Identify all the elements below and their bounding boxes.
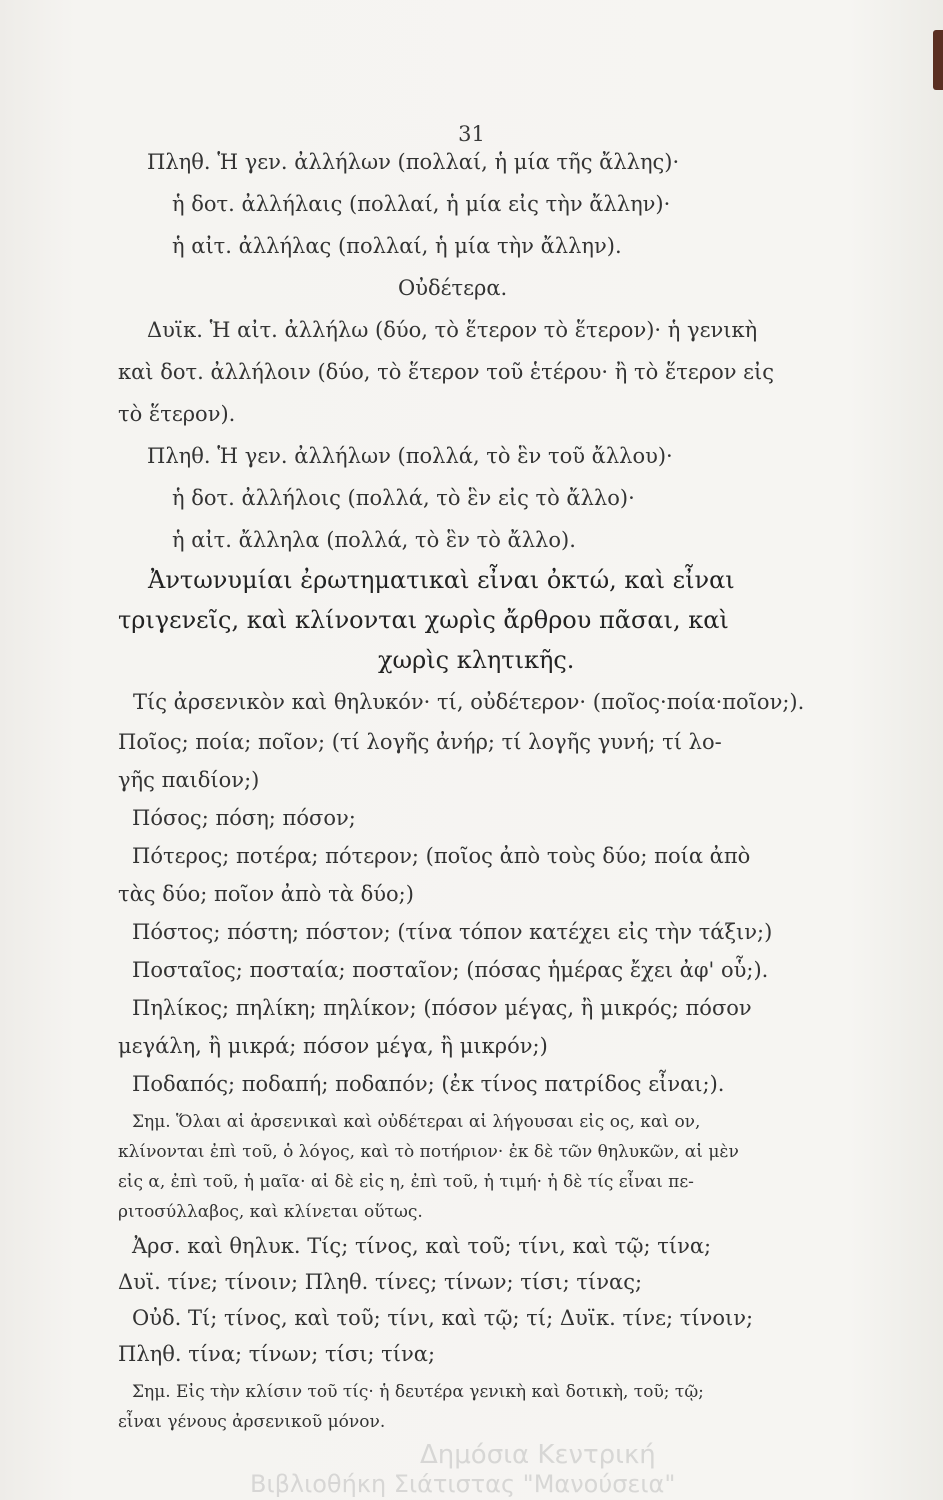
text-line: Πότερος; ποτέρα; πότερον; (ποῖος ἀπὸ τοὺς δύο; ποία ἀπὸ — [132, 844, 751, 868]
text-line: καὶ δοτ. ἀλλήλοιν (δύο, τὸ ἕτερον τοῦ ἑτέρου· ἢ τὸ ἕτερον εἰς — [118, 360, 775, 384]
text-line: τὸ ἕτερον). — [118, 402, 236, 426]
page-edge-mark — [933, 30, 943, 90]
text-line: Δυϊ. τίνε; τίνοιν; Πληθ. τίνες; τίνων; τίσι; τίνας; — [118, 1270, 643, 1294]
note-line: εἰς α, ἐπὶ τοῦ, ἡ μαῖα· αἱ δὲ εἰς η, ἐπὶ τοῦ, ἡ τιμή· ἡ δὲ τίς εἶναι πε- — [118, 1172, 694, 1192]
text-line: Οὐδέτερα. — [398, 276, 508, 300]
library-watermark-line-2: Βιβλιοθήκη Σιάτιστας "Μανούσεια" — [250, 1470, 676, 1498]
text-line: ἡ αἰτ. ἀλλήλας (πολλαί, ἡ μία τὴν ἄλλην). — [172, 234, 622, 258]
text-line: Πόστος; πόστη; πόστον; (τίνα τόπον κατέχει εἰς τὴν τάξιν;) — [132, 920, 773, 944]
text-line: Ποσταῖος; ποσταία; ποσταῖον; (πόσας ἡμέρας ἔχει ἀφ' οὗ;). — [132, 958, 769, 982]
text-line: ἡ δοτ. ἀλλήλαις (πολλαί, ἡ μία εἰς τὴν ἄλλην)· — [172, 192, 671, 216]
text-line: ἡ αἰτ. ἄλληλα (πολλά, τὸ ἓν τὸ ἄλλο). — [172, 528, 576, 552]
library-watermark-line-1: Δημόσια Κεντρική — [420, 1440, 656, 1470]
text-line: Πόσος; πόση; πόσον; — [132, 806, 356, 830]
note-line: ριτοσύλλαβος, καὶ κλίνεται οὕτως. — [118, 1202, 423, 1222]
note-line: εἶναι γένους ἀρσενικοῦ μόνον. — [118, 1412, 386, 1432]
text-line: τὰς δύο; ποῖον ἀπὸ τὰ δύο;) — [118, 882, 414, 906]
section-heading-line: τριγενεῖς, καὶ κλίνονται χωρὶς ἄρθρου πᾶσαι, καὶ — [118, 606, 729, 634]
note-line: Σημ. Ὅλαι αἱ ἀρσενικαὶ καὶ οὐδέτεραι αἱ λήγουσαι εἰς ος, καὶ ον, — [132, 1112, 701, 1132]
text-line: Ποδαπός; ποδαπή; ποδαπόν; (ἐκ τίνος πατρίδος εἶναι;). — [132, 1072, 725, 1096]
note-line: Σημ. Εἰς τὴν κλίσιν τοῦ τίς· ἡ δευτέρα γενικὴ καὶ δοτικὴ, τοῦ; τῷ; — [132, 1382, 704, 1402]
page-number: 31 — [458, 122, 485, 146]
text-line: Τίς ἀρσενικὸν καὶ θηλυκόν· τί, οὐδέτερον· (ποῖος·ποία·ποῖον;). — [133, 690, 805, 714]
section-heading-line: Ἀντωνυμίαι ἐρωτηματικαὶ εἶναι ὀκτώ, καὶ εἶναι — [148, 566, 735, 594]
text-line: Πηλίκος; πηλίκη; πηλίκον; (πόσον μέγας, ἢ μικρός; πόσον — [132, 996, 752, 1020]
text-line: Οὐδ. Τί; τίνος, καὶ τοῦ; τίνι, καὶ τῷ; τί; Δυϊκ. τίνε; τίνοιν; — [132, 1306, 754, 1330]
text-line: Ἀρσ. καὶ θηλυκ. Τίς; τίνος, καὶ τοῦ; τίνι, καὶ τῷ; τίνα; — [132, 1234, 712, 1258]
note-line: κλίνονται ἐπὶ τοῦ, ὁ λόγος, καὶ τὸ ποτήριον· ἐκ δὲ τῶν θηλυκῶν, αἱ μὲν — [118, 1142, 739, 1162]
text-line: ἡ δοτ. ἀλλήλοις (πολλά, τὸ ἓν εἰς τὸ ἄλλο)· — [172, 486, 635, 510]
section-heading-line: χωρὶς κλητικῆς. — [378, 646, 575, 674]
text-line: Ποῖος; ποία; ποῖον; (τί λογῆς ἀνήρ; τί λογῆς γυνή; τί λο- — [118, 730, 722, 754]
text-line: Δυϊκ. Ἡ αἰτ. ἀλλήλω (δύο, τὸ ἕτερον τὸ ἕτερον)· ἡ γενικὴ — [147, 318, 758, 342]
text-line: Πληθ. τίνα; τίνων; τίσι; τίνα; — [118, 1342, 436, 1366]
text-line: Πληθ. Ἡ γεν. ἀλλήλων (πολλά, τὸ ἓν τοῦ ἄλλου)· — [147, 444, 673, 468]
text-line: γῆς παιδίον;) — [118, 768, 260, 792]
text-line: μεγάλη, ἢ μικρά; πόσον μέγα, ἢ μικρόν;) — [118, 1034, 548, 1058]
text-line: Πληθ. Ἡ γεν. ἀλλήλων (πολλαί, ἡ μία τῆς ἄλλης)· — [147, 150, 680, 174]
